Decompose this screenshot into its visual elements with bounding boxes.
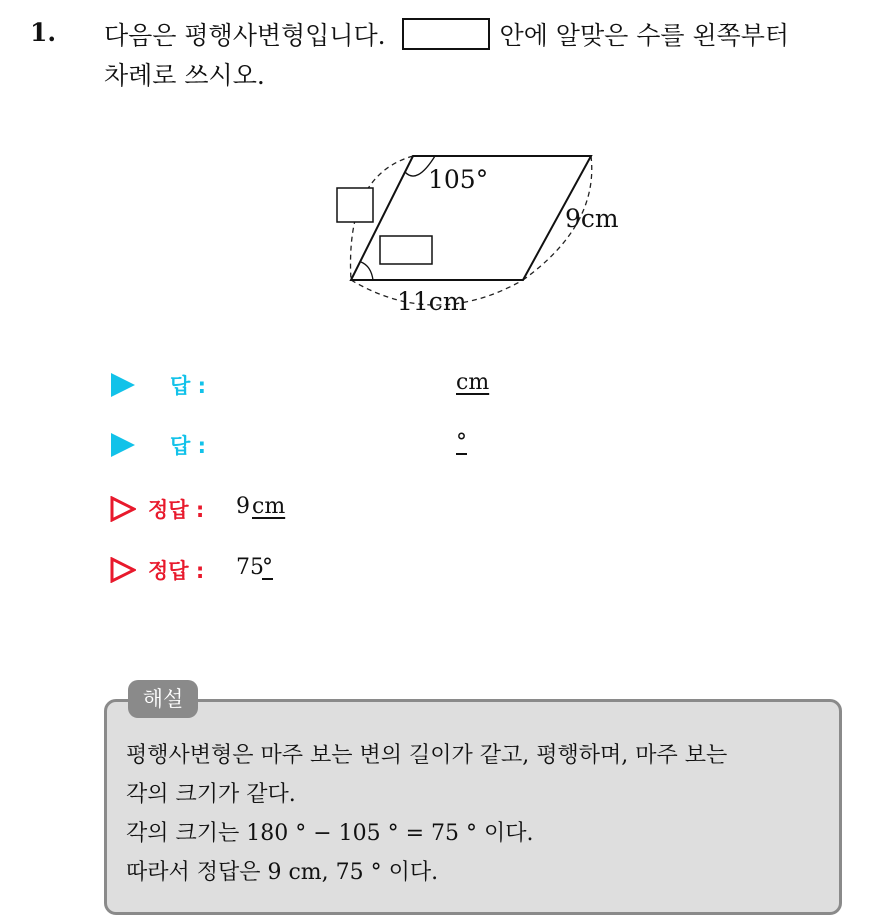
angle-arc-bottom [361, 262, 373, 280]
angle-label: 105° [428, 165, 489, 194]
play-triangle-icon [110, 372, 136, 398]
answer-row-1 [110, 368, 530, 404]
blank-box-symbol [402, 18, 490, 50]
correct-answer-label: 정답 : [148, 559, 205, 583]
explanation-line-2: 각의 크기가 같다. [126, 782, 296, 807]
blank-box-angle [337, 188, 373, 222]
base-label: 11cm [397, 287, 467, 316]
outline-triangle-icon [110, 496, 136, 522]
question-number: 1. [30, 18, 57, 47]
correct-answer-unit: ° [262, 555, 273, 580]
correct-answer-label: 정답 : [148, 498, 205, 522]
question-text-part2: 안에 알맞은 수를 왼쪽부터 [499, 21, 790, 50]
side-label: 9cm [565, 204, 619, 233]
answer-row-2 [110, 428, 530, 464]
explanation-line-1: 평행사변형은 마주 보는 변의 길이가 같고, 평행하며, 마주 보는 [126, 743, 728, 768]
answer-label: 답 : [170, 374, 206, 398]
correct-answer-row-2 [110, 553, 410, 589]
answer-unit: cm [456, 370, 490, 395]
correct-answer-row-1 [110, 492, 410, 528]
parallelogram-figure [325, 140, 645, 320]
explanation-line-4: 따라서 정답은 9 cm, 75 ° 이다. [126, 860, 439, 885]
question-text [104, 16, 874, 96]
explanation-tab: 해설 [128, 680, 198, 718]
correct-answer-unit: cm [252, 494, 286, 519]
question-text-part1: 다음은 평행사변형입니다. [104, 21, 386, 50]
answer-label: 답 : [170, 434, 206, 458]
answer-unit: ° [456, 430, 467, 455]
outline-triangle-icon [110, 557, 136, 583]
question-text-line2: 차례로 쓰시오. [104, 61, 265, 90]
explanation-line-3: 각의 크기는 180 ° − 105 ° = 75 ° 이다. [126, 821, 534, 846]
play-triangle-icon [110, 432, 136, 458]
correct-answer-value: 9 [236, 494, 250, 519]
blank-box-side [380, 236, 432, 264]
correct-answer-value: 75 [236, 555, 264, 580]
